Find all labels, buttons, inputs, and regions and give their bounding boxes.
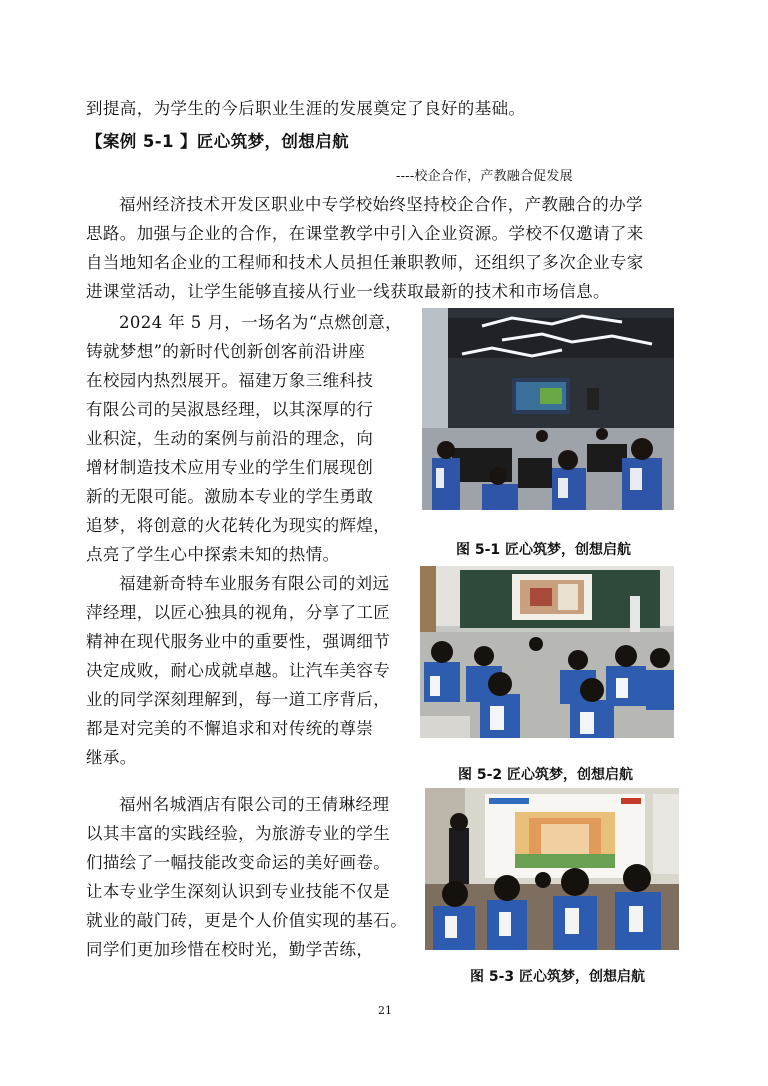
body-text-line: 追梦，将创意的火花转化为现实的辉煌，	[86, 516, 391, 535]
body-text-line: 决定成败，耐心成就卓越。让汽车美容专	[86, 661, 391, 680]
figure-5-2-caption: 图 5-2 匠心筑梦，创想启航	[458, 767, 634, 783]
body-text-line: 业的同学深刻理解到，每一道工序背后，	[86, 690, 391, 709]
body-text-line: 业积淀，生动的案例与前沿的理念，向	[86, 429, 374, 448]
body-text-line: 进课堂活动，让学生能够直接从行业一线获取最新的技术和市场信息。	[86, 282, 610, 301]
body-text-line: 以其丰富的实践经验，为旅游专业的学生	[86, 824, 391, 843]
body-text-line: 福州经济技术开发区职业中专学校始终坚持校企合作，产教融合的办学	[119, 195, 643, 214]
body-text-line: 思路。加强与企业的合作，在课堂教学中引入企业资源。学校不仅邀请了来	[86, 224, 644, 243]
body-text-line: 到提高，为学生的今后职业生涯的发展奠定了良好的基础。	[86, 99, 526, 118]
body-text-line: 继承。	[86, 748, 137, 767]
body-text-line: 让本专业学生深刻认识到专业技能不仅是	[86, 882, 391, 901]
body-text-line: 在校园内热烈展开。福建万象三维科技	[86, 371, 374, 390]
figure-5-2-photo	[420, 566, 674, 738]
figure-5-3-photo	[425, 788, 679, 950]
body-text-line: 同学们更加珍惜在校时光，勤学苦练，	[86, 940, 374, 959]
body-text-line: 点亮了学生心中探索未知的热情。	[86, 545, 340, 564]
figure-5-3-caption: 图 5-3 匠心筑梦，创想启航	[470, 969, 646, 985]
page-number: 21	[378, 1004, 392, 1017]
body-text-line: 都是对完美的不懈追求和对传统的尊崇	[86, 719, 374, 738]
body-text-line: 新的无限可能。激励本专业的学生勇敢	[86, 487, 374, 506]
body-text-line: 福建新奇特车业服务有限公司的刘远	[119, 574, 390, 593]
body-text-line: 有限公司的吴淑恳经理，以其深厚的行	[86, 400, 374, 419]
body-text-line: 们描绘了一幅技能改变命运的美好画卷。	[86, 853, 391, 872]
case-subtitle: ----校企合作，产教融合促发展	[396, 169, 573, 184]
body-text-line: 精神在现代服务业中的重要性，强调细节	[86, 632, 391, 651]
body-text-line: 就业的敲门砖，更是个人价值实现的基石。	[86, 911, 408, 930]
body-text-line: 铸就梦想”的新时代创新创客前沿讲座	[86, 342, 366, 361]
body-text-line: 萍经理，以匠心独具的视角，分享了工匠	[86, 603, 391, 622]
body-text-line: 增材制造技术应用专业的学生们展现创	[86, 458, 374, 477]
body-text-line: 福州名城酒店有限公司的王倩琳经理	[119, 795, 390, 814]
body-text-line: 自当地知名企业的工程师和技术人员担任兼职教师，还组织了多次企业专家	[86, 253, 644, 272]
case-heading: 【案例 5-1 】匠心筑梦，创想启航	[86, 132, 349, 151]
figure-5-1-photo	[422, 308, 674, 510]
body-text-line: 2024 年 5 月，一场名为“点燃创意，	[119, 313, 403, 332]
figure-5-1-caption: 图 5-1 匠心筑梦，创想启航	[456, 542, 632, 558]
